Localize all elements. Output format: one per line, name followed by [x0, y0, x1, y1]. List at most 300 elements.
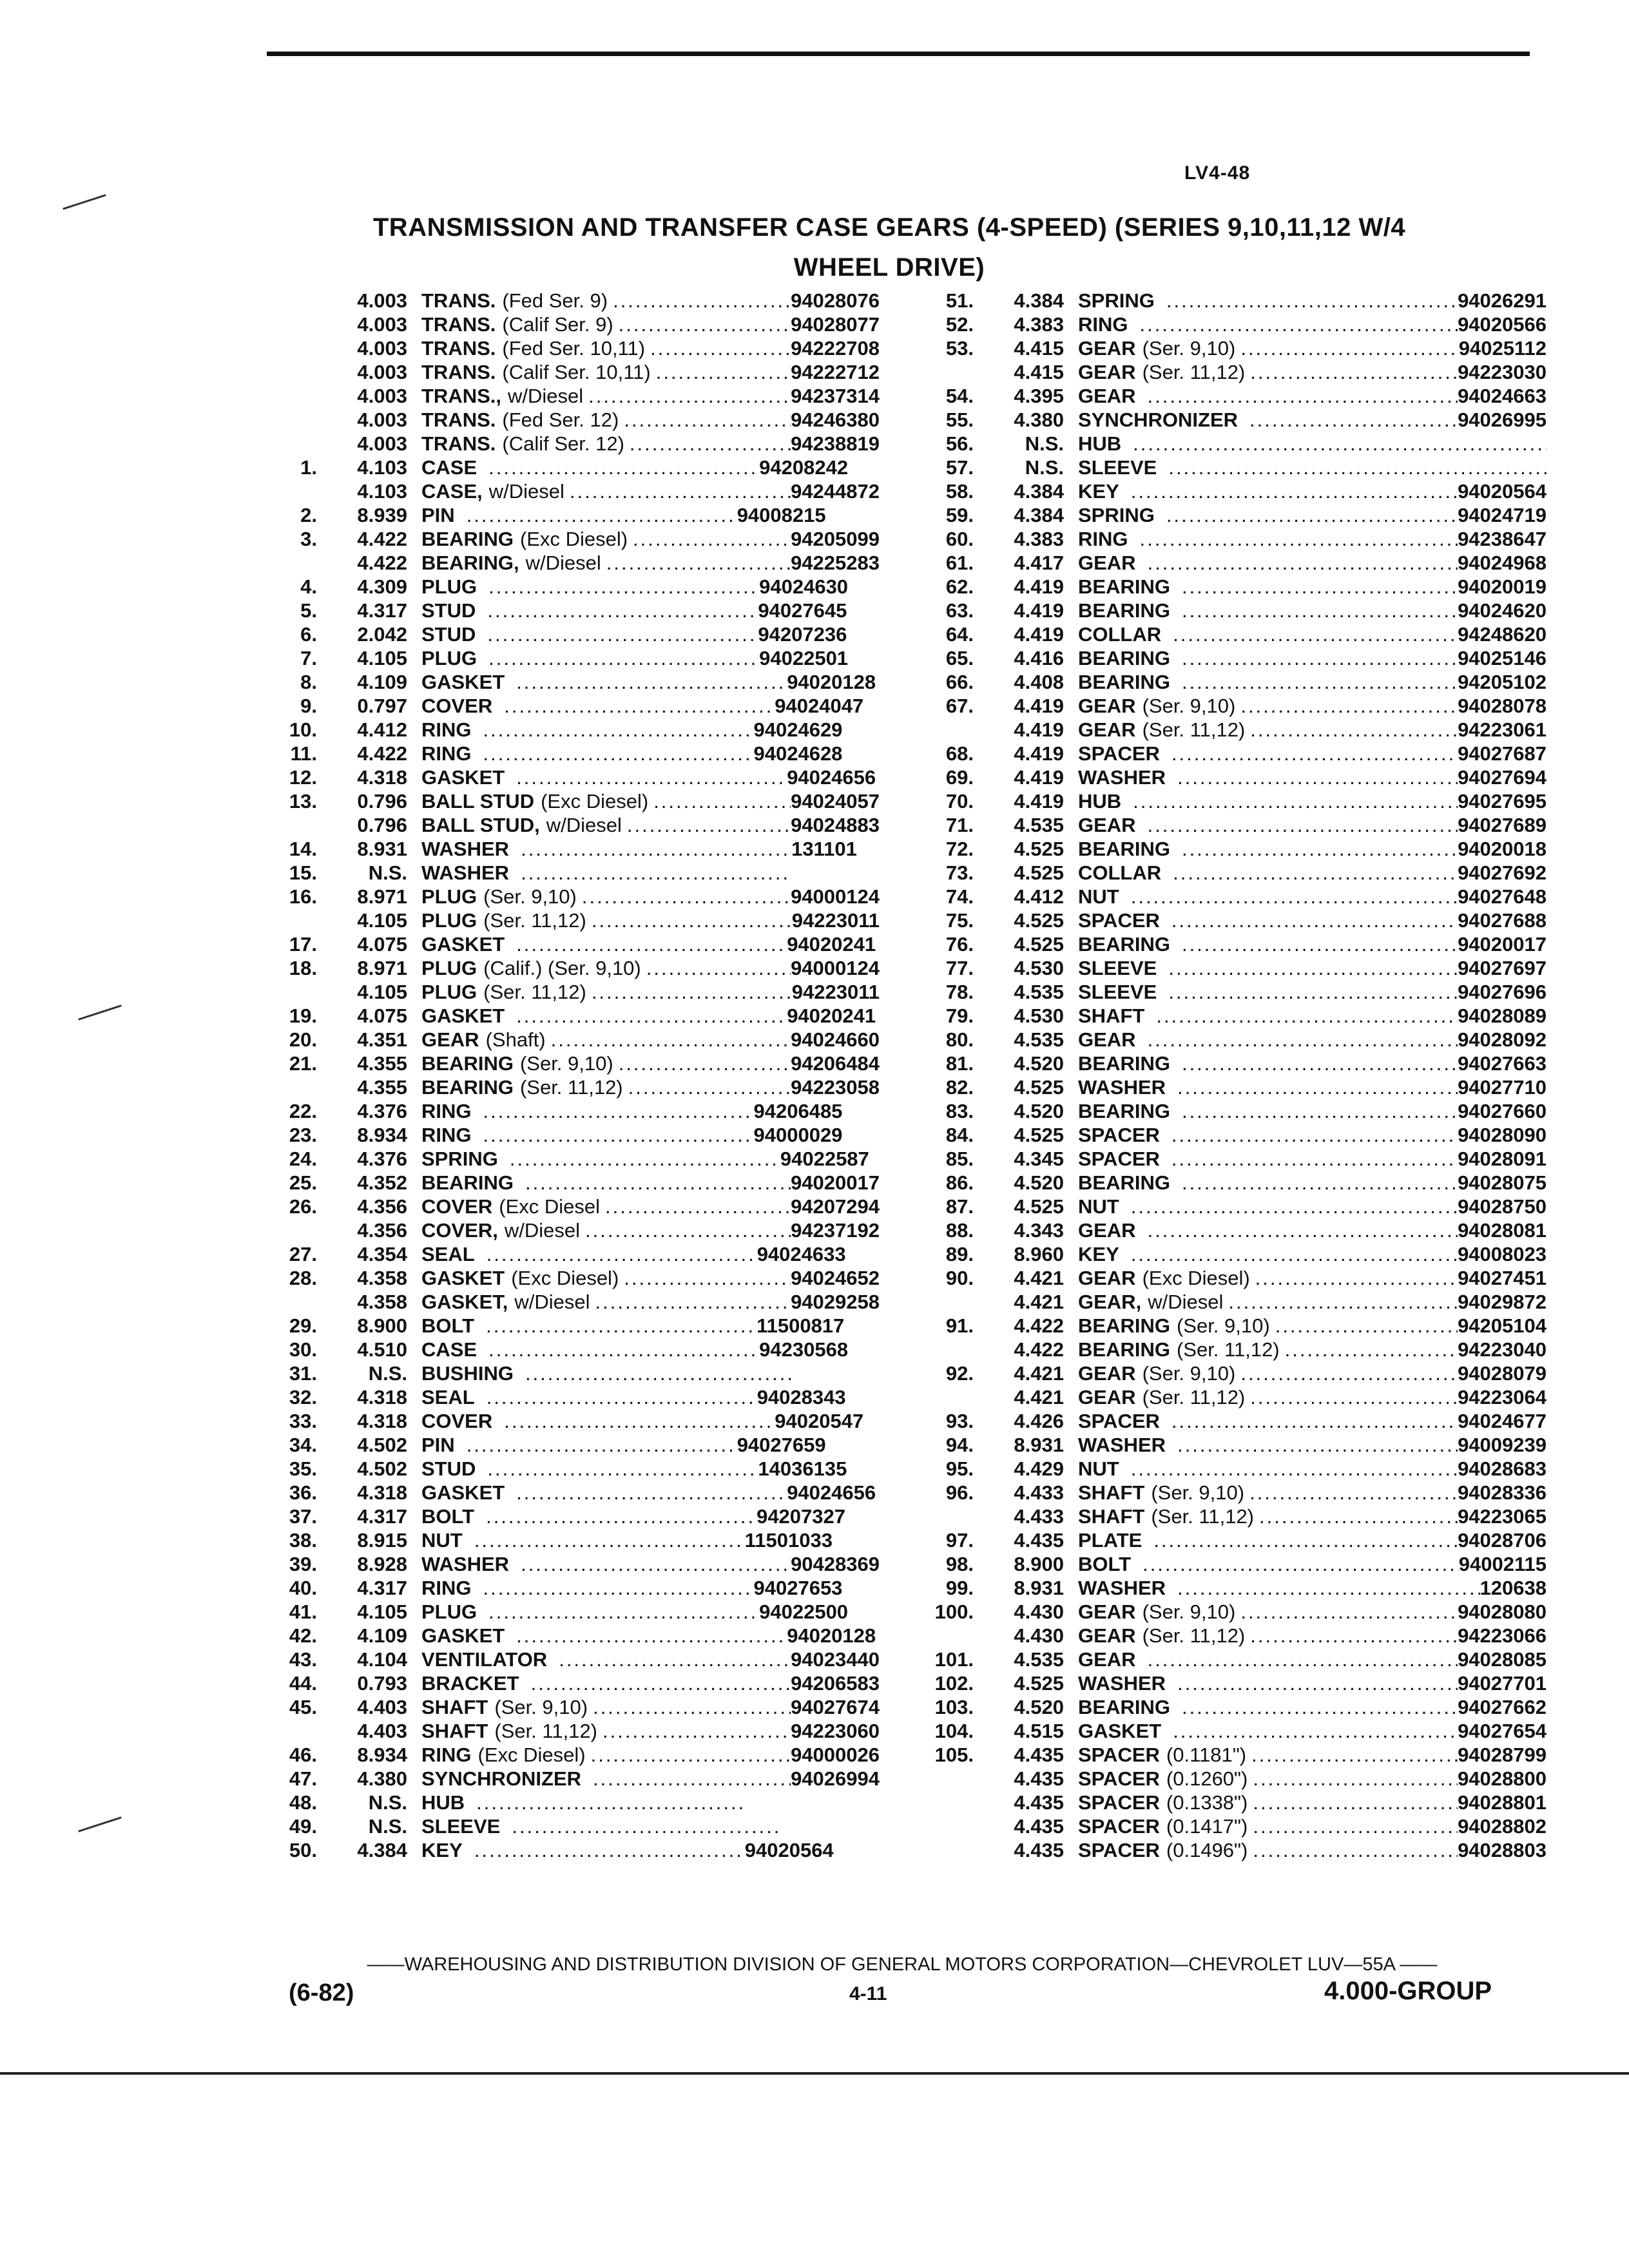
part-name: NUT — [1078, 1195, 1119, 1218]
dot-leader — [487, 622, 758, 646]
dot-leader — [656, 360, 791, 384]
dot-leader — [1173, 1719, 1458, 1743]
item-number: 31. — [289, 1362, 317, 1385]
part-name: BOLT — [1078, 1553, 1132, 1575]
title-line-2: WHEEL DRIVE) — [793, 253, 985, 282]
dot-leader — [1182, 599, 1458, 622]
part-number: 94028802 — [1458, 1815, 1547, 1838]
part-number: 94223060 — [791, 1720, 880, 1742]
group-number: 4.403 — [357, 1696, 407, 1718]
group-number: 4.422 — [1014, 1338, 1064, 1361]
part-qualifier: w/Diesel — [514, 1291, 590, 1313]
item-number: 12. — [289, 766, 317, 789]
part-row — [912, 908, 1547, 932]
dot-leader — [474, 1528, 745, 1552]
part-name: CASE — [421, 456, 477, 479]
group-number: 0.796 — [357, 790, 407, 812]
part-number: 94206583 — [791, 1672, 880, 1695]
part-qualifier: (Ser. 11,12) — [1142, 1624, 1246, 1647]
part-number: 94028683 — [1458, 1457, 1547, 1480]
group-number: 4.415 — [1014, 361, 1064, 383]
part-name: VENTILATOR — [421, 1648, 548, 1671]
part-name: COVER — [421, 1410, 493, 1432]
item-number: 72. — [945, 838, 974, 860]
part-name: RING — [421, 1124, 472, 1146]
part-row — [271, 1648, 880, 1671]
group-number: 4.105 — [357, 647, 407, 669]
item-number: 82. — [945, 1076, 974, 1099]
part-name: SEAL — [421, 1243, 475, 1265]
part-name: GEAR — [421, 1028, 479, 1051]
item-number: 99. — [945, 1577, 974, 1599]
part-number: 94028075 — [1458, 1171, 1547, 1194]
part-row — [912, 408, 1547, 432]
part-number: 90428369 — [791, 1553, 880, 1575]
part-name: SLEEVE — [421, 1815, 501, 1838]
item-number: 11. — [290, 742, 317, 765]
part-row — [912, 1052, 1547, 1075]
part-number: 94223030 — [1458, 361, 1547, 383]
part-number: 94028799 — [1458, 1744, 1547, 1766]
part-name: BEARING — [1078, 1052, 1170, 1075]
part-row — [271, 1314, 880, 1338]
dot-leader — [1148, 384, 1458, 408]
part-name: PLUG — [421, 1600, 477, 1623]
part-row — [271, 479, 880, 503]
dot-leader — [476, 1791, 747, 1814]
part-name: BEARING — [1078, 1696, 1170, 1718]
part-name: KEY — [1078, 480, 1119, 503]
part-number: 94027674 — [791, 1696, 880, 1718]
group-number: 4.103 — [357, 456, 407, 479]
part-row — [271, 432, 880, 456]
part-qualifier: (Ser. 11,12) — [1176, 1338, 1280, 1361]
group-number: 4.345 — [1014, 1148, 1064, 1170]
part-number: 94027654 — [1458, 1720, 1547, 1742]
item-number: 48. — [289, 1791, 317, 1814]
part-number: 94020241 — [787, 1004, 876, 1027]
part-number: 94020241 — [787, 933, 876, 956]
dot-leader — [1148, 551, 1458, 575]
part-row — [912, 503, 1547, 527]
dot-leader — [1182, 932, 1458, 956]
item-number: 3. — [300, 528, 317, 550]
item-number: 78. — [945, 981, 974, 1003]
part-name: BEARING — [421, 1052, 514, 1075]
part-name: COVER, — [421, 1219, 498, 1242]
group-number: 4.317 — [357, 1577, 407, 1599]
part-name: GEAR — [1078, 1386, 1136, 1408]
dot-leader — [1240, 336, 1458, 360]
item-number: 41. — [289, 1600, 317, 1623]
part-number: 94028092 — [1458, 1028, 1547, 1051]
part-number: 120638 — [1480, 1577, 1547, 1599]
dot-leader — [1173, 622, 1458, 646]
part-name: NUT — [421, 1529, 463, 1552]
group-number: 4.384 — [1014, 504, 1064, 526]
part-row — [271, 1743, 880, 1767]
group-number: 4.520 — [1014, 1696, 1064, 1718]
part-name: SPRING — [1078, 504, 1155, 526]
dot-leader — [483, 742, 754, 765]
part-number: 94027662 — [1458, 1696, 1547, 1718]
part-number: 94028085 — [1458, 1648, 1547, 1671]
item-number: 18. — [289, 957, 317, 979]
part-name: WASHER — [1078, 1076, 1166, 1099]
page-code: LV4-48 — [1184, 162, 1251, 184]
item-number: 58. — [945, 480, 974, 503]
footer-page-number: 4-11 — [849, 1983, 887, 2004]
part-row — [271, 1600, 880, 1624]
group-number: 4.430 — [1014, 1624, 1064, 1647]
part-number: 94020564 — [744, 1839, 834, 1861]
part-row — [912, 289, 1547, 312]
part-qualifier: (Ser. 9,10) — [494, 1696, 588, 1718]
item-number: 38. — [289, 1529, 317, 1552]
part-name: BOLT — [421, 1314, 475, 1337]
part-name: RING — [421, 742, 472, 765]
part-name: GEAR — [1078, 361, 1136, 383]
part-number: 94029258 — [791, 1291, 880, 1313]
part-qualifier: w/Diesel — [546, 814, 622, 836]
part-row — [912, 932, 1547, 956]
part-row — [912, 1504, 1547, 1528]
part-row — [912, 1814, 1547, 1838]
part-name: SPRING — [1078, 289, 1155, 312]
part-row — [271, 384, 880, 408]
dot-leader — [1173, 861, 1458, 885]
part-name: SPACER — [1078, 1124, 1160, 1146]
group-number: 8.931 — [357, 838, 407, 860]
dot-leader — [516, 1624, 787, 1648]
item-number: 83. — [945, 1100, 974, 1122]
dot-leader — [1253, 1791, 1458, 1814]
part-name: STUD — [421, 1457, 476, 1480]
group-number: 4.355 — [357, 1052, 407, 1075]
part-name: BEARING — [1078, 575, 1170, 598]
part-qualifier: w/Diesel — [508, 385, 584, 407]
part-name: BEARING — [1078, 838, 1170, 860]
dot-leader — [521, 861, 791, 885]
item-number: 55. — [945, 408, 974, 431]
part-name: COLLAR — [1078, 861, 1162, 884]
part-name: RING — [421, 1100, 472, 1122]
part-row — [912, 694, 1547, 718]
group-number: 4.318 — [357, 1410, 407, 1432]
group-number: 4.317 — [357, 599, 407, 622]
group-number: 4.003 — [357, 337, 407, 360]
footer-group: 4.000-GROUP — [1324, 1977, 1492, 2005]
part-name: HUB — [421, 1791, 465, 1814]
item-number: 40. — [289, 1577, 317, 1599]
dot-leader — [1171, 1147, 1458, 1171]
dot-leader — [1168, 456, 1547, 479]
part-row — [271, 670, 880, 694]
part-row — [271, 789, 880, 813]
item-number: 4. — [300, 575, 317, 598]
item-number: 49. — [289, 1815, 317, 1838]
part-number: 94027689 — [1458, 814, 1547, 836]
part-qualifier: (0.1338") — [1166, 1791, 1248, 1814]
part-number: 94028800 — [1458, 1767, 1547, 1790]
part-row — [912, 1314, 1547, 1338]
dot-leader — [1182, 1099, 1458, 1123]
item-number: 51. — [945, 289, 974, 312]
part-name: TRANS., — [421, 385, 501, 407]
part-row — [912, 1004, 1547, 1028]
part-row — [271, 932, 880, 956]
part-name: SPACER — [1078, 909, 1160, 932]
dot-leader — [1259, 1504, 1458, 1528]
dot-leader — [1240, 1361, 1458, 1385]
dot-leader — [467, 503, 737, 527]
group-number: 4.003 — [357, 289, 407, 312]
part-number: 94207294 — [791, 1195, 880, 1218]
group-number: 4.422 — [357, 528, 407, 550]
item-number: 26. — [289, 1195, 317, 1218]
part-row — [912, 1433, 1547, 1457]
item-number: 42. — [289, 1624, 317, 1647]
item-number: 93. — [945, 1410, 974, 1432]
part-row — [912, 1791, 1547, 1814]
footer-date: (6-82) — [289, 1979, 354, 2006]
part-number: 94024057 — [791, 790, 880, 812]
dot-leader — [606, 551, 791, 575]
part-row — [912, 742, 1547, 765]
part-name: GEAR — [1078, 1267, 1136, 1289]
part-number: 94205102 — [1458, 671, 1547, 693]
group-number: 4.109 — [357, 1624, 407, 1647]
parts-list-right — [912, 289, 1547, 1862]
item-number: 20. — [289, 1028, 317, 1051]
group-number: 4.435 — [1014, 1791, 1064, 1814]
group-number: 4.530 — [1014, 1004, 1064, 1027]
part-name: SHAFT — [1078, 1505, 1145, 1528]
part-row — [271, 599, 880, 622]
part-row — [271, 1433, 880, 1457]
item-number: 21. — [289, 1052, 317, 1075]
part-number: 94223058 — [791, 1076, 880, 1099]
group-number: 4.383 — [1014, 528, 1064, 550]
part-name: SPACER — [1078, 1148, 1160, 1170]
part-qualifier: w/Diesel — [488, 480, 564, 503]
dot-leader — [1182, 1695, 1458, 1719]
group-number: 4.356 — [357, 1195, 407, 1218]
dot-leader — [516, 1481, 787, 1504]
dot-leader — [588, 384, 791, 408]
group-number: 4.356 — [357, 1219, 407, 1242]
part-row — [912, 599, 1547, 622]
part-qualifier: (Exc Diesel — [499, 1195, 601, 1218]
part-row — [271, 1481, 880, 1504]
part-number: 94207236 — [758, 623, 847, 646]
group-number: 4.419 — [1014, 623, 1064, 646]
dot-leader — [1250, 1385, 1458, 1409]
part-name: GASKET, — [421, 1291, 508, 1313]
part-number: 94024663 — [1458, 385, 1547, 407]
part-name: KEY — [421, 1839, 463, 1861]
item-number: 101. — [934, 1648, 974, 1671]
part-row — [912, 1123, 1547, 1147]
part-name: PLUG — [421, 885, 477, 908]
group-number: 4.384 — [1014, 289, 1064, 312]
part-name: WASHER — [1078, 1577, 1166, 1599]
part-number: 94027692 — [1458, 861, 1547, 884]
dot-leader — [595, 1290, 791, 1314]
dot-leader — [592, 980, 792, 1004]
part-number: 94207327 — [757, 1505, 846, 1528]
part-name: PLUG — [421, 909, 477, 932]
group-number: 2.042 — [357, 623, 407, 646]
group-number: 4.525 — [1014, 838, 1064, 860]
group-number: 4.384 — [1014, 480, 1064, 503]
part-name: BEARING — [421, 1171, 514, 1194]
item-number: 97. — [945, 1529, 974, 1552]
part-number: 94027710 — [1458, 1076, 1547, 1099]
part-row — [271, 1457, 880, 1481]
dot-leader — [1177, 1671, 1458, 1695]
part-name: WASHER — [1078, 766, 1166, 789]
top-rule — [267, 52, 1530, 56]
part-name: GASKET — [1078, 1720, 1162, 1742]
dot-leader — [1133, 432, 1547, 456]
part-name: SYNCHRONIZER — [1078, 408, 1239, 431]
part-row — [912, 885, 1547, 908]
group-number: 4.433 — [1014, 1481, 1064, 1504]
part-name: KEY — [1078, 1243, 1119, 1265]
item-number: 32. — [289, 1386, 317, 1408]
group-number: 4.419 — [1014, 575, 1064, 598]
dot-leader — [1171, 742, 1458, 765]
part-name: TRANS. — [421, 361, 496, 383]
item-number: 39. — [289, 1553, 317, 1575]
item-number: 52. — [945, 313, 974, 336]
part-qualifier: (0.1417") — [1166, 1815, 1248, 1838]
part-name: BUSHING — [421, 1362, 514, 1385]
group-number: 4.421 — [1014, 1362, 1064, 1385]
group-number: 4.412 — [357, 718, 407, 741]
part-row — [271, 837, 880, 861]
part-name: GEAR — [1078, 814, 1136, 836]
part-row — [271, 1195, 880, 1218]
part-number: 94026291 — [1458, 289, 1547, 312]
part-qualifier: (Exc Diesel) — [477, 1744, 586, 1766]
part-row — [271, 765, 880, 789]
part-qualifier: (Calif.) (Ser. 9,10) — [483, 957, 641, 979]
part-number: 94024719 — [1458, 504, 1547, 526]
item-number: 60. — [945, 528, 974, 550]
dot-leader — [1182, 670, 1458, 694]
part-row — [271, 1767, 880, 1791]
part-number: 94020017 — [1458, 933, 1547, 956]
part-name: BEARING — [421, 528, 514, 550]
dot-leader — [619, 312, 791, 336]
part-number: 94027648 — [1458, 885, 1547, 908]
part-name: RING — [1078, 528, 1128, 550]
part-name: GEAR, — [1078, 1291, 1142, 1313]
part-number: 94024656 — [787, 766, 876, 789]
part-name: BEARING — [1078, 1100, 1170, 1122]
part-name: PLUG — [421, 957, 477, 979]
group-number: N.S. — [368, 861, 407, 884]
group-number: 4.358 — [357, 1267, 407, 1289]
part-row — [271, 1504, 880, 1528]
group-number: 8.900 — [1014, 1553, 1064, 1575]
part-name: CASE, — [421, 480, 483, 503]
dot-leader — [1140, 527, 1458, 551]
part-name: SHAFT — [421, 1720, 488, 1742]
part-name: WASHER — [1078, 1672, 1166, 1695]
part-name: GASKET — [421, 1267, 505, 1289]
part-number: 94206484 — [791, 1052, 880, 1075]
item-number: 105. — [934, 1744, 974, 1766]
part-row — [912, 1838, 1547, 1862]
part-number: 94248620 — [1458, 623, 1547, 646]
group-number: 4.380 — [357, 1767, 407, 1790]
part-name: GASKET — [421, 766, 505, 789]
group-number: 4.003 — [357, 313, 407, 336]
item-number: 91. — [945, 1314, 974, 1337]
group-number: 4.075 — [357, 933, 407, 956]
item-number: 19. — [289, 1004, 317, 1027]
dot-leader — [605, 1195, 791, 1218]
part-row — [271, 1695, 880, 1719]
part-number: 94223066 — [1458, 1624, 1547, 1647]
item-number: 73. — [945, 861, 974, 884]
part-qualifier: (Ser. 9,10) — [1176, 1314, 1270, 1337]
part-qualifier: (Ser. 11,12) — [1142, 1386, 1246, 1408]
part-row — [271, 551, 880, 575]
part-row — [912, 1671, 1547, 1695]
part-number: 94020017 — [791, 1171, 880, 1194]
part-row — [271, 360, 880, 384]
part-row — [271, 622, 880, 646]
part-name: GEAR — [1078, 695, 1136, 717]
bottom-rule — [0, 2072, 1629, 2075]
part-row — [271, 813, 880, 837]
dot-leader — [1148, 1648, 1458, 1671]
part-qualifier: w/Diesel — [525, 552, 601, 574]
group-number: 4.422 — [357, 552, 407, 574]
part-row — [271, 1147, 880, 1171]
dot-leader — [619, 1052, 791, 1075]
group-number: 4.103 — [357, 480, 407, 503]
part-number: 94000124 — [791, 885, 880, 908]
part-row — [912, 551, 1547, 575]
part-number: 94027663 — [1458, 1052, 1547, 1075]
part-name: TRANS. — [421, 313, 496, 336]
part-qualifier: (Ser. 11,12) — [519, 1076, 623, 1099]
group-number: 8.900 — [357, 1314, 407, 1337]
part-name: HUB — [1078, 432, 1122, 455]
part-row — [271, 1385, 880, 1409]
part-name: SPACER — [1078, 1410, 1160, 1432]
part-number: 94028091 — [1458, 1148, 1547, 1170]
part-row — [271, 1171, 880, 1195]
part-qualifier: (Ser. 11,12) — [1142, 718, 1246, 741]
part-row — [271, 742, 880, 765]
part-row — [271, 1671, 880, 1695]
group-number: 8.934 — [357, 1744, 407, 1766]
part-row — [912, 718, 1547, 742]
part-number: 94027451 — [1458, 1267, 1547, 1289]
part-number: 94028090 — [1458, 1124, 1547, 1146]
part-number: 94237314 — [791, 385, 880, 407]
part-name: SEAL — [421, 1386, 475, 1408]
dot-leader — [1131, 1457, 1458, 1481]
part-name: BOLT — [421, 1505, 475, 1528]
group-number: 4.003 — [357, 361, 407, 383]
